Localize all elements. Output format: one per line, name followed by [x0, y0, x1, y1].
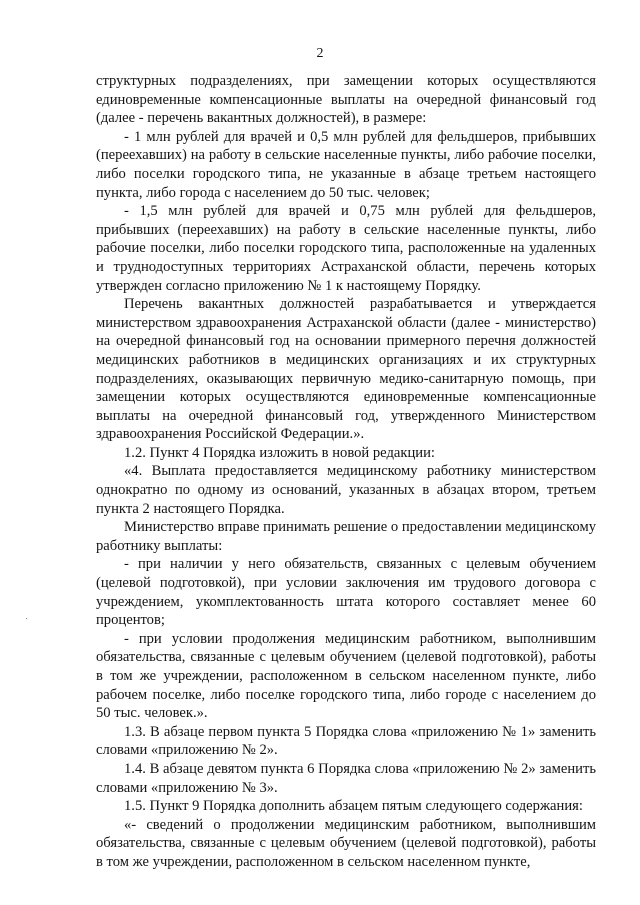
paragraph: 1.5. Пункт 9 Порядка дополнить абзацем пятым следующего содержания: — [124, 798, 583, 815]
paragraph: «4. Выплата предоставляется медицинскому работнику министерством однократно по одному из оснований, указанных в абзацах втором, третьем пункта 2 настоящего Порядка. — [96, 463, 596, 517]
paragraph: - при наличии у него обязательств, связанных с целевым обучением (целевой подготовкой), при условии заключения им трудового договора с учреждением, укомплектованность штата которого составляет менее 60 процентов; — [96, 556, 596, 629]
paragraph: 1.4. В абзаце девятом пункта 6 Порядка слова «приложению № 2» заменить словами «приложению № 3». — [96, 760, 596, 796]
paragraph: 1.3. В абзаце первом пункта 5 Порядка слова «приложению № 1» заменить словами «приложению № 2». — [96, 723, 596, 759]
paragraph: 1.2. Пункт 4 Порядка изложить в новой редакции: — [124, 444, 435, 461]
page-number: 2 — [316, 46, 324, 61]
paragraph: - 1,5 млн рублей для врачей и 0,75 млн рублей для фельдшеров, прибывших (переехавших) на работу в сельские населенные пункты, либо рабочие поселки, либо поселки городского типа, расположенные на удаленных и труднодоступных территориях Астраханской области, перечень которых утвержден согласно приложению № 1 к настоящему Порядку. — [96, 203, 596, 294]
paragraph: структурных подразделениях, при замещении которых осуществляются единовременные компенсационные выплаты на очередной финансовый год (далее - перечень вакантных должностей), в размере: — [96, 73, 596, 127]
scan-mark — [26, 618, 27, 619]
paragraph: - 1 млн рублей для врачей и 0,5 млн рублей для фельдшеров, прибывших (переехавших) на работу в сельские населенные пункты, либо рабочие поселки, либо поселки городского типа, не указанные в абзаце третьем настоящего пункта, либо города с населением до 50 тыс. человек; — [96, 128, 596, 201]
paragraph: Перечень вакантных должностей разрабатывается и утверждается министерством здравоохранения Астраханской области (далее - министерство) на очередной финансовый год на основании примерного перечня должностей медицинских работников в медицинских организациях и их структурных подразделениях, оказывающих первичную медико-санитарную помощь, при замещении которых осуществляются единовременные компенсационные выплаты на очередной финансовый год, утвержденного Министерством здравоохранения Российской Федерации.». — [96, 296, 596, 443]
paragraph: «- сведений о продолжении медицинским работником, выполнившим обязательства, связанные с целевым обучением (целевой подготовкой), работы в том же учреждении, расположенном в сельском населенном пункте, — [96, 816, 596, 870]
paragraph: - при условии продолжения медицинским работником, выполнившим обязательства, связанные с целевым обучением (целевой подготовкой), работы в том же учреждении, расположенном в сельском населенном пункте, либо рабочем поселке, либо поселке городского типа, либо городе с населением до 50 тыс. человек.». — [96, 630, 596, 722]
paragraph: Министерство вправе принимать решение о предоставлении медицинскому работнику выплаты: — [96, 519, 596, 554]
document-body — [96, 72, 596, 872]
